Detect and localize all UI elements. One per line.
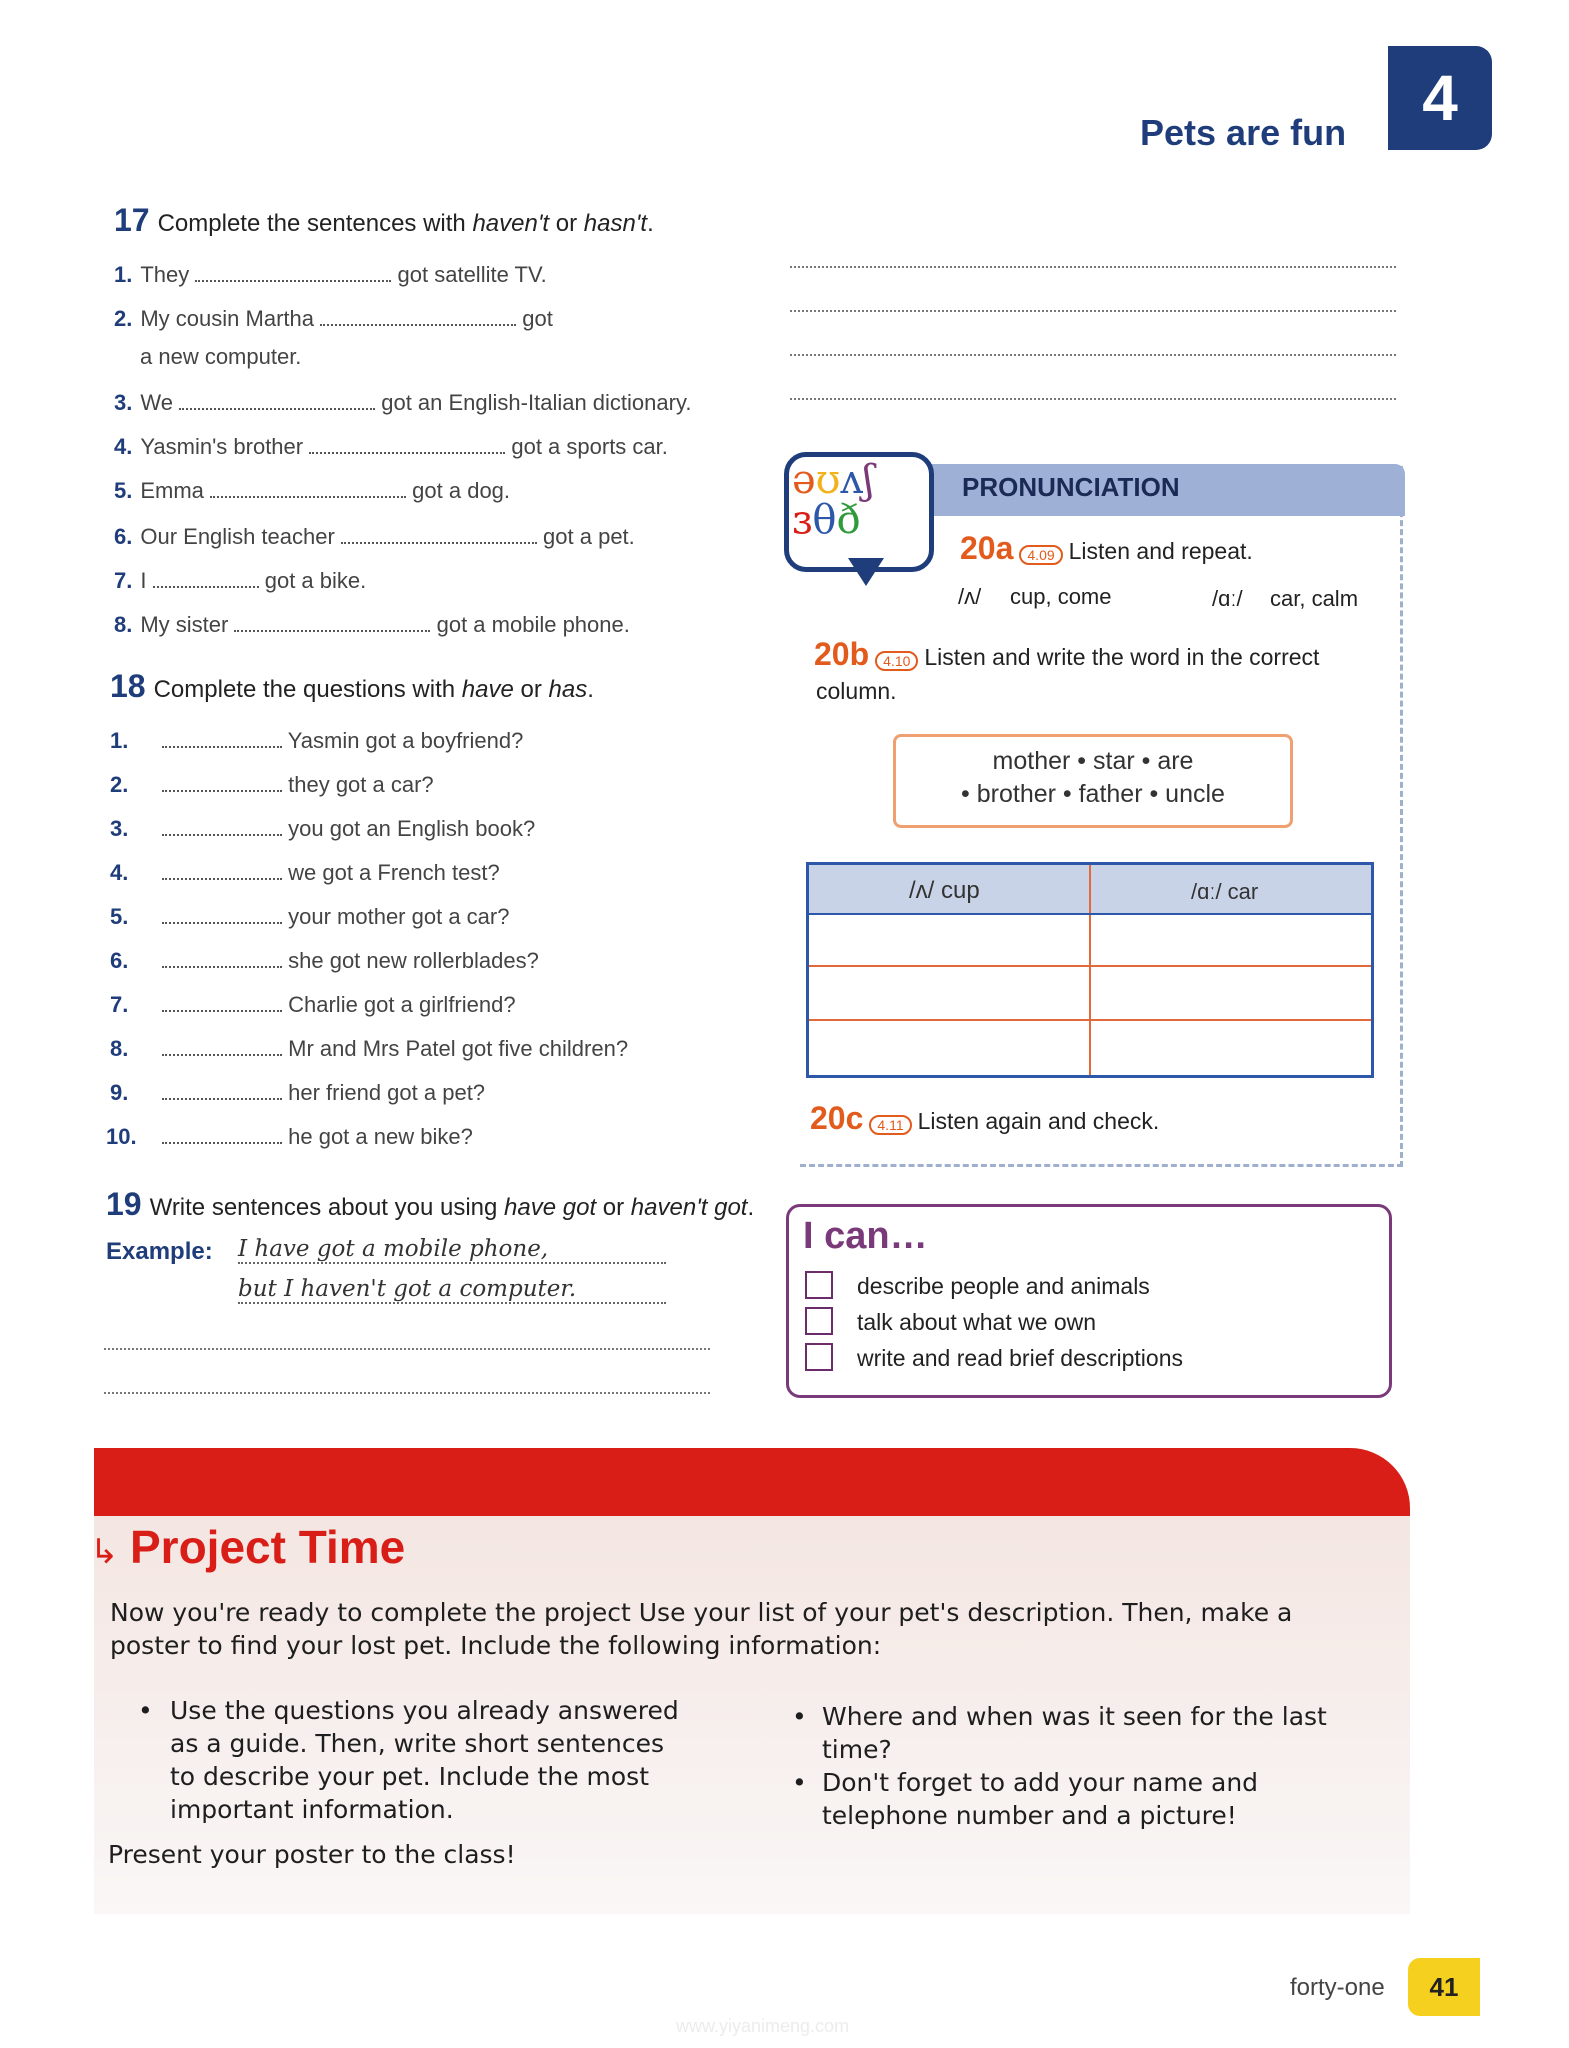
writing-line[interactable] — [790, 310, 1396, 312]
ex17-item-6: 6. Our English teacher got a pet. — [114, 524, 635, 549]
ex17-item-2: 2. My cousin Martha got — [114, 306, 553, 331]
answer-blank[interactable] — [162, 818, 282, 836]
table-cell[interactable] — [1093, 1023, 1367, 1071]
exercise-20b: 20b 4.10 Listen and write the word in the correct — [814, 636, 1320, 672]
example-sentence-1: I have got a mobile phone, — [238, 1236, 666, 1264]
i-can-title: I can… — [803, 1215, 928, 1257]
arrow-icon: ↳ — [90, 1533, 119, 1571]
answer-blank[interactable] — [162, 730, 282, 748]
project-bullet-3: Don't forget to add your name and telephone number and a picture! — [822, 1768, 1259, 1830]
sound-1-symbol: /ʌ/ — [958, 584, 982, 609]
page-number: 41 — [1408, 1958, 1480, 2016]
exercise-number: 18 — [110, 668, 146, 704]
ex17-item-8: 8. My sister got a mobile phone. — [114, 612, 630, 637]
answer-blank[interactable] — [162, 906, 282, 924]
answer-blank[interactable] — [162, 1082, 282, 1100]
exercise-20c: 20c 4.11 Listen again and check. — [810, 1100, 1160, 1136]
ex17-item-1: 1. They got satellite TV. — [114, 262, 547, 287]
writing-line[interactable] — [104, 1348, 710, 1350]
ex18-item-8: 8. Mr and Mrs Patel got five children? — [110, 1036, 629, 1061]
sound-sort-table — [806, 862, 1374, 1078]
writing-line[interactable] — [104, 1392, 710, 1394]
ex18-item-6: 6. she got new rollerblades? — [110, 948, 539, 973]
project-title: Project Time — [130, 1521, 406, 1573]
writing-line[interactable] — [790, 266, 1396, 268]
answer-blank[interactable] — [153, 570, 259, 588]
writing-line[interactable] — [790, 398, 1396, 400]
ex18-item-10: 10. he got a new bike? — [106, 1124, 473, 1149]
word-box — [893, 734, 1293, 828]
sound-1-words: cup, come — [1010, 584, 1112, 609]
bullet-dot: • — [138, 1696, 153, 1725]
unit-title: Pets are fun — [1140, 112, 1347, 153]
exercise-17-heading: 17 Complete the sentences with haven't or hasn't. — [114, 202, 654, 238]
exercise-18-heading: 18 Complete the questions with have or has. — [110, 668, 594, 704]
bullet-dot: • — [792, 1702, 807, 1731]
sound-2-words: car, calm — [1270, 586, 1359, 611]
table-cell[interactable] — [1093, 969, 1367, 1017]
checkbox[interactable] — [805, 1343, 833, 1371]
table-header-cup: /ʌ/ cup — [909, 877, 980, 904]
answer-blank[interactable] — [162, 1126, 282, 1144]
table-row-divider — [809, 1019, 1371, 1021]
answer-blank[interactable] — [162, 950, 282, 968]
checkbox[interactable] — [805, 1271, 833, 1299]
bullet-dot: • — [792, 1768, 807, 1797]
answer-blank[interactable] — [162, 862, 282, 880]
ex18-item-9: 9. her friend got a pet? — [110, 1080, 486, 1105]
project-bullet-2: Where and when was it seen for the last time? — [822, 1702, 1327, 1764]
audio-track-icon[interactable]: 4.11 — [869, 1115, 911, 1135]
ex17-item-3: 3. We got an English-Italian dictionary. — [114, 390, 692, 415]
ex18-item-5: 5. your mother got a car? — [110, 904, 510, 929]
ex17-item-7: 7. I got a bike. — [114, 568, 367, 593]
ex18-item-2: 2. they got a car? — [110, 772, 434, 797]
answer-blank[interactable] — [179, 392, 375, 410]
answer-blank[interactable] — [162, 1038, 282, 1056]
checkbox[interactable] — [805, 1307, 833, 1335]
i-can-item-2: talk about what we own — [857, 1309, 1097, 1335]
watermark: www.yiyanimeng.com — [676, 2016, 850, 2036]
ex18-item-4: 4. we got a French test? — [110, 860, 500, 885]
answer-blank[interactable] — [234, 614, 430, 632]
i-can-item-3: write and read brief descriptions — [857, 1345, 1183, 1371]
table-cell[interactable] — [811, 969, 1085, 1017]
answer-blank[interactable] — [162, 774, 282, 792]
ex18-item-7: 7. Charlie got a girlfriend? — [110, 992, 516, 1017]
exercise-20a: 20a 4.09 Listen and repeat. — [960, 530, 1253, 566]
answer-blank[interactable] — [309, 436, 505, 454]
exercise-number: 19 — [106, 1186, 142, 1222]
answer-blank[interactable] — [341, 526, 537, 544]
ex17-item-5: 5. Emma got a dog. — [114, 478, 511, 503]
exercise-20b-cont: column. — [816, 678, 897, 704]
exercise-number: 17 — [114, 202, 150, 238]
phonetic-symbols: əʊʌʃ ɜθð — [792, 457, 874, 543]
answer-blank[interactable] — [195, 264, 391, 282]
project-closing: Present your poster to the class! — [108, 1840, 516, 1869]
project-bullet-1: Use the questions you already answered as a guide. Then, write short sentences to describe your pet. Include the most important information. — [170, 1696, 679, 1824]
answer-blank[interactable] — [210, 480, 406, 498]
speech-bubble-tail — [848, 558, 884, 586]
table-header-car: /ɑː/ car — [1191, 879, 1259, 904]
ex17-item-2-cont: a new computer. — [140, 344, 302, 369]
i-can-item-1: describe people and animals — [857, 1273, 1150, 1299]
project-intro-line-2: poster to find your lost pet. Include the following information: — [110, 1631, 882, 1660]
word-list-line-1: mother • star • are — [992, 747, 1194, 775]
writing-line[interactable] — [790, 354, 1396, 356]
sound-2-symbol: /ɑː/ — [1212, 586, 1243, 611]
answer-blank[interactable] — [320, 308, 516, 326]
pronunciation-title: PRONUNCIATION — [962, 472, 1180, 502]
exercise-19-heading: 19 Write sentences about you using have got or haven't got. — [106, 1186, 755, 1222]
table-cell[interactable] — [1093, 917, 1367, 963]
audio-track-icon[interactable]: 4.09 — [1019, 545, 1062, 565]
example-sentence-2: but I haven't got a computer. — [238, 1276, 666, 1304]
example-label: Example: — [106, 1238, 213, 1265]
table-cell[interactable] — [811, 1023, 1085, 1071]
project-intro-line-1: Now you're ready to complete the project Use your list of your pet's description. Then, make a — [110, 1598, 1293, 1627]
word-list-line-2: • brother • father • uncle — [961, 780, 1225, 808]
ex17-item-4: 4. Yasmin's brother got a sports car. — [114, 434, 668, 459]
table-row-divider — [809, 965, 1371, 967]
table-column-divider — [1089, 865, 1091, 1075]
table-header-divider — [809, 913, 1371, 915]
audio-track-icon[interactable]: 4.10 — [875, 651, 918, 671]
i-can-box — [786, 1204, 1392, 1398]
answer-blank[interactable] — [162, 994, 282, 1012]
unit-number-badge: 4 — [1388, 46, 1492, 150]
ex18-item-3: 3. you got an English book? — [110, 816, 536, 841]
table-cell[interactable] — [811, 917, 1085, 963]
project-header-band — [94, 1448, 1410, 1516]
page-number-words: forty-one — [1290, 1974, 1385, 2001]
ex18-item-1: 1. Yasmin got a boyfriend? — [110, 728, 524, 753]
